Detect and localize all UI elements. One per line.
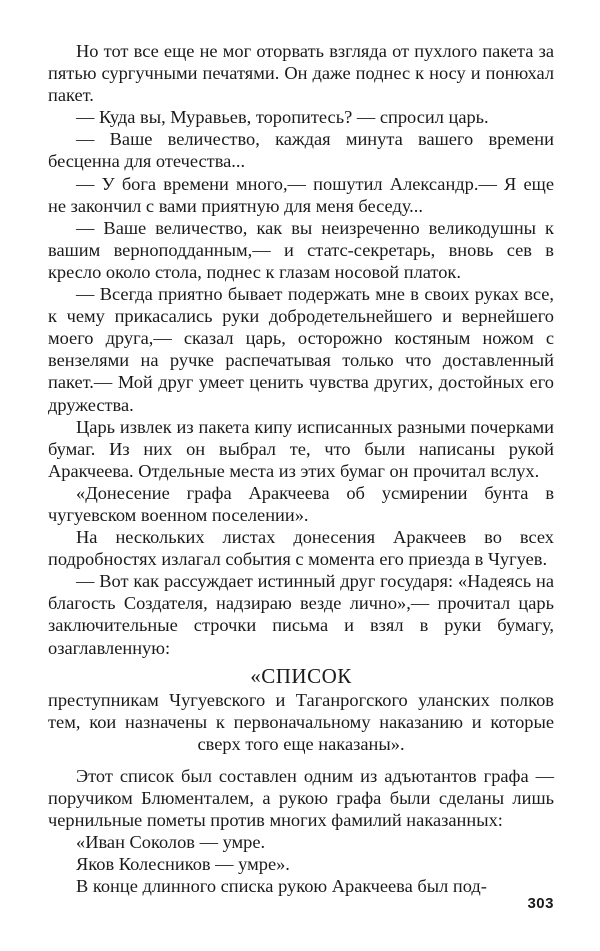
paragraph-3: — Ваше величество, каждая минута вашего времени бесценна для отечества... (48, 129, 554, 172)
paragraph-11: Этот список был составлен одним из адъютантов графа — поручиком Блюменталем, а рукою графа были сделаны лишь чернильные пометы против многих фамилий наказанных: (48, 765, 554, 831)
paragraph-7: Царь извлек из пакета кипу исписанных разными почерками бумаг. Из них он выбрал те, что были написаны рукой Аракчеева. Отдельные места из этих бумаг он прочитал вслух. (48, 416, 554, 481)
page-number: 303 (527, 895, 554, 912)
paragraph-10: — Вот как рассуждает истинный друг государя: «Надеясь на благость Создателя, надзираю везде лично»,— прочитал царь заключительные строчки письма и взял в руки бумагу, озаглавленную: (48, 571, 554, 658)
paragraph-12: В конце длинного списка рукою Аракчеева был под- (76, 876, 487, 897)
paragraph-5: — Ваше величество, как вы неизреченно великодушны к вашим верноподданным,— и статс-секретарь, вновь сев в кресло около стола, поднес к глазам носовой платок. (48, 217, 554, 282)
paragraph-9: На нескольких листах донесения Аракчеев во всех подробностях излагал события с момента его приезда в Чугуев. (48, 527, 554, 570)
paragraph-6: — Всегда приятно бывает подержать мне в своих руках все, к чему прикасались руки добродетельнейшего и вернейшего моего друга,— сказал царь, осторожно костяным ножом с вензелями на ручке распечатывая только что доставленный пакет.— Мой друг умеет ценить чувства других, достойных его дружества. (48, 284, 554, 415)
paragraph-4: — У бога времени много,— пошутил Александр.— Я еще не закончил с вами приятную для меня беседу... (48, 173, 554, 216)
paragraph-2: — Куда вы, Муравьев, торопитесь? — спросил царь. (76, 107, 489, 128)
list-heading: «СПИСОК (250, 663, 352, 688)
paragraph-1: Но тот все еще не мог оторвать взгляда от пухлого пакета за пятью сургучными печатями. Он даже поднес к носу и понюхал пакет. (48, 41, 554, 106)
list-subheading: преступникам Чугуевского и Таганрогского уланских полков тем, кои назначены к первоначальному наказанию и которые сверх того еще наказаны». (48, 689, 554, 754)
quote-line-2: Яков Колесников — умре». (76, 854, 290, 875)
quote-line-1: «Иван Соколов — умре. (76, 832, 266, 853)
book-page (48, 40, 554, 897)
paragraph-8: «Донесение графа Аракчеева об усмирении бунта в чугуевском военном поселении». (48, 482, 554, 525)
